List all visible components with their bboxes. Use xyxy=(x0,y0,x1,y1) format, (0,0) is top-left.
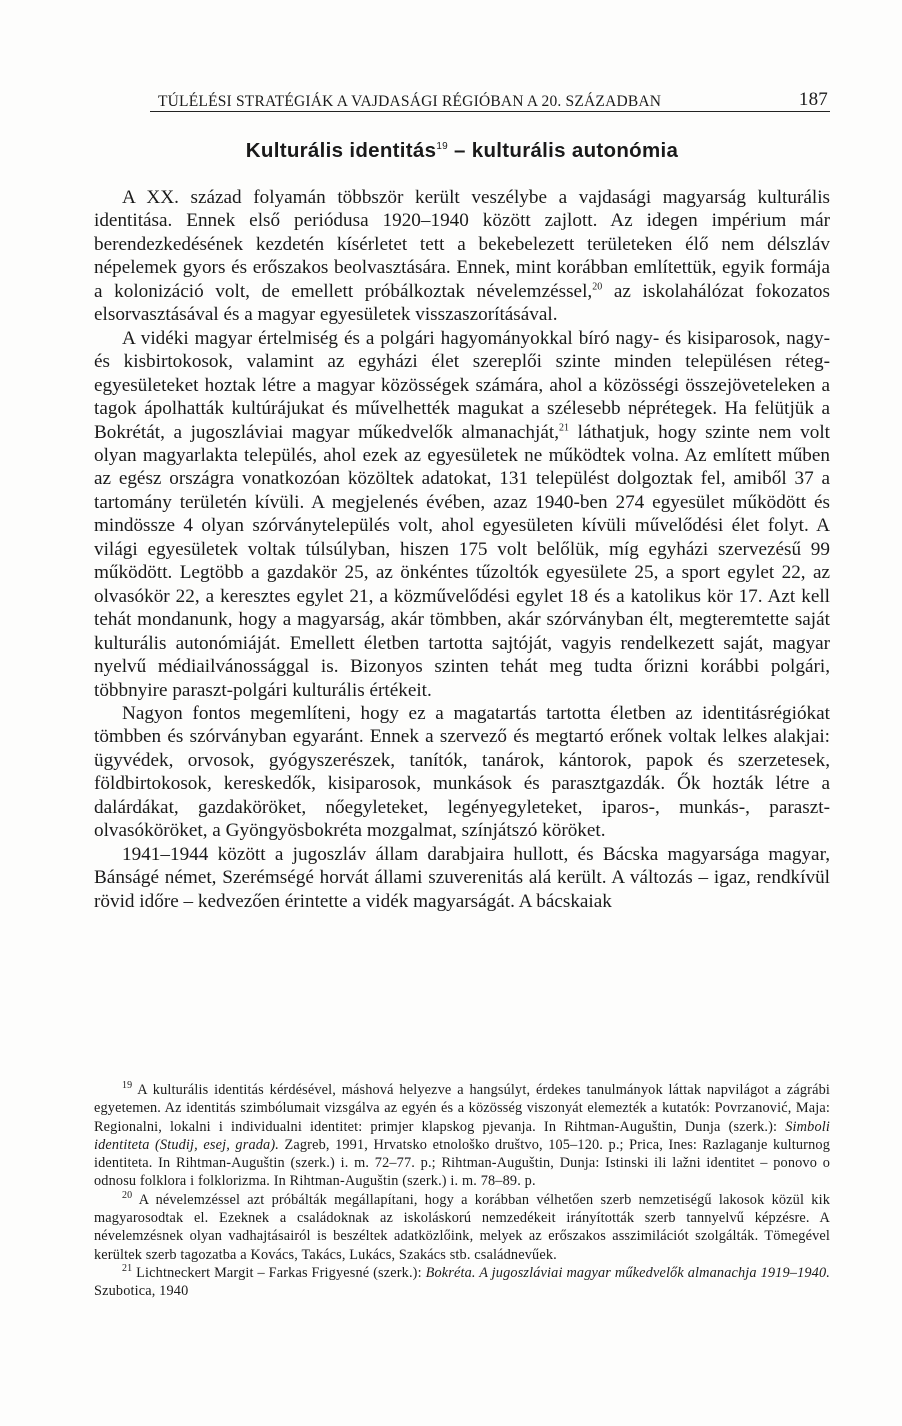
paragraph-3: Nagyon fontos megemlíteni, hogy ez a magatartás tartotta életben az identitásrégiókat tömbben és szórványban egyaránt. Ennek a szervező és megtartó erőnek voltak lelkes alakjai: ügyvédek, orvosok, gyógyszerészek, tanítók, tanárok, kántorok, papok és szerzetesek, földbirtokosok, kereskedők, kisiparosok, munkások és parasztgazdák. Ők hozták létre a dalárdákat, gazdaköröket, nőegyleteket, legényegyleteket, iparos-, munkás-, paraszt- olvasóköröket, a Gyöngyösbokréta mozgalmat, színjátszó köröket. xyxy=(94,702,830,842)
footnote-21-title: Bokréta. A jugoszláviai magyar műkedvelők almanachja 1919–1940. xyxy=(425,1264,830,1281)
running-title: TÚLÉLÉSI STRATÉGIÁK A VAJDASÁGI RÉGIÓBAN A 20. SZÁZADBAN xyxy=(158,93,662,110)
paragraph-2-part-a: A vidéki magyar értelmiség és a polgári hagyományokkal bíró nagy- és kisiparosok, nagy- és kisbirtokosok, valamint az egyházi élet szereplői szinte minden településen réteg-egyesületeket hoztak létre a magyar közösségek számára, ahol a közösségi összejöveteleken a tagok ápolhatták kultúrájukat és művelhették magukat a szélesebb néprétegek. Ha felütjük a Bokrétát, a jugoszláviai magyar műkedvelők almanachját, xyxy=(94,327,830,443)
paragraph-2-part-b: láthatjuk, hogy szinte nem volt olyan magyarlakta település, ahol ezek az egyesületek ne működtek volna. Az említett műben az egész országra vonatkozóan közöltek adatokat, 131 települést dolgoztak fel, amiből 37 a tartomány területén kívüli. A megjelenés évében, azaz 1940-ben 274 egyesület működött és mindössze 4 olyan szórványtelepülés volt, ahol egyesületen kívüli művelődési élet folyt. A világi egyesületek voltak túlsúlyban, hiszen 175 volt belőlük, míg egyházi szervezésű 99 működött. Legtöbb a gazdakör 25, az önkéntes tűzoltók egyesülete 25, a sport egylet 22, az olvasókör 22, a keresztes egylet 21, a közművelődési egylet 18 és a katolikus kör 17. Azt kell tehát mondanunk, hogy a magyarság, akár tömbben, akár szórványban élt, megteremtette saját kulturális autonómiáját. Emellett életben tartotta sajtóját, vagyis rendelkezett saját, magyar nyelvű médiailvánossággal is. Bizonyos szinten tehát meg tudta őrizni korábbi polgári, többnyire paraszt-polgári kulturális értékeit. xyxy=(94,421,831,701)
section-title-sub: – kulturális autonómia xyxy=(448,139,679,162)
page-number: 187 xyxy=(798,89,828,110)
footnote-21 xyxy=(94,1264,830,1301)
paragraph-4: 1941–1944 között a jugoszláv állam darabjaira hullott, és Bácska magyarsága magyar, Bánságé német, Szerémségé horvát állami szuverenitás alá került. A változás – igaz, rendkívül rövid időre – kedvezően érintette a vidék magyarságát. A bácskaiak xyxy=(94,843,830,912)
footnote-19-title: Simboli identiteta (Studij, esej, grada). xyxy=(94,1118,830,1153)
section-title-main: Kulturális identitás xyxy=(245,139,437,162)
paragraph-2 xyxy=(94,327,830,702)
footnote-19-text-b: Zagreb, 1991, Hrvatsko etnološko društvo, 105–120. p.; Prica, Ines: Razlaganje kulturnog identiteta. In Rihtman-Auguštin (szerk.) i. m. 72–77. p.; Rihtman-Auguštin, Dunja: Istinski ili lažni identitet – ponovo o odnosu folklora i folklorizma. In Rihtman-Auguštin (szerk.) i. m. 78–89. p. xyxy=(94,1136,830,1190)
section-title xyxy=(94,139,830,163)
footnote-ref-20[interactable]: 20 xyxy=(592,281,603,293)
footnotes xyxy=(94,1081,830,1301)
paragraph-1-part-b: az iskolahálózat fokozatos elsorvasztásával és a magyar egyesületek visszaszorításával. xyxy=(94,280,830,326)
footnote-21-text-b: Szubotica, 1940 xyxy=(94,1283,189,1300)
footnote-19-text-a: A kulturális identitás kérdésével, máshová helyezve a hangsúlyt, érdekes tanulmányok láttak napvilágot a zágrábi egyetemen. Az identitás szimbólumait vizsgálva az egyén és a közösség viszonyát elemezték a kutatók: Povrzanović, Maja: Regionalni, lokalni i individualni identitet: primjer klapskog pjevanja. In Rihtman-Auguštin, Dunja (szerk.): xyxy=(94,1082,830,1135)
paragraph-1-part-a: A XX. század folyamán többször került veszélybe a vajdasági magyarság kulturális identitása. Ennek első periódusa 1920–1940 között zajlott. Az idegen impérium már berendezkedésének kezdetén kísérletet tett a bekebelezett területeken élő nem délszláv népelemek gyors és erőszakos beolvasztására. Ennek, mint korábban említettük, egyik formája a kolonizáció volt, de emellett próbálkoztak névelemzéssel, xyxy=(94,187,830,302)
footnote-21-text-a: Lichtneckert Margit – Farkas Frigyesné (szerk.): xyxy=(132,1264,426,1281)
footnote-ref-21[interactable]: 21 xyxy=(559,422,570,434)
footnote-20-mark: 20 xyxy=(122,1190,133,1202)
footnote-20 xyxy=(94,1191,830,1264)
footnote-20-text: A névelemzéssel azt próbálták megállapítani, hogy a korábban vélhetően szerb nemzetiségű lakosok közül kik magyarosodtak el. Ezeknek a családoknak az iskoláskorú nemzedékeit irányították szerb tannyelvű képzésre. A névelemzésnek olyan vadhajtásairól is beszéltek adatközlőink, melyek az erőszakos asszimilációt szolgálták. Tömegével kerültek szerb tagozatba a Kovács, Takács, Lukács, Szakács stb. családnevűek. xyxy=(94,1191,830,1263)
paragraph-1 xyxy=(94,186,830,327)
footnote-19-mark: 19 xyxy=(122,1080,133,1092)
footnote-19 xyxy=(94,1081,830,1191)
main-text xyxy=(94,186,830,913)
footnote-ref-19[interactable]: 19 xyxy=(436,141,449,153)
footnote-21-mark: 21 xyxy=(122,1263,133,1275)
running-header xyxy=(150,89,830,112)
